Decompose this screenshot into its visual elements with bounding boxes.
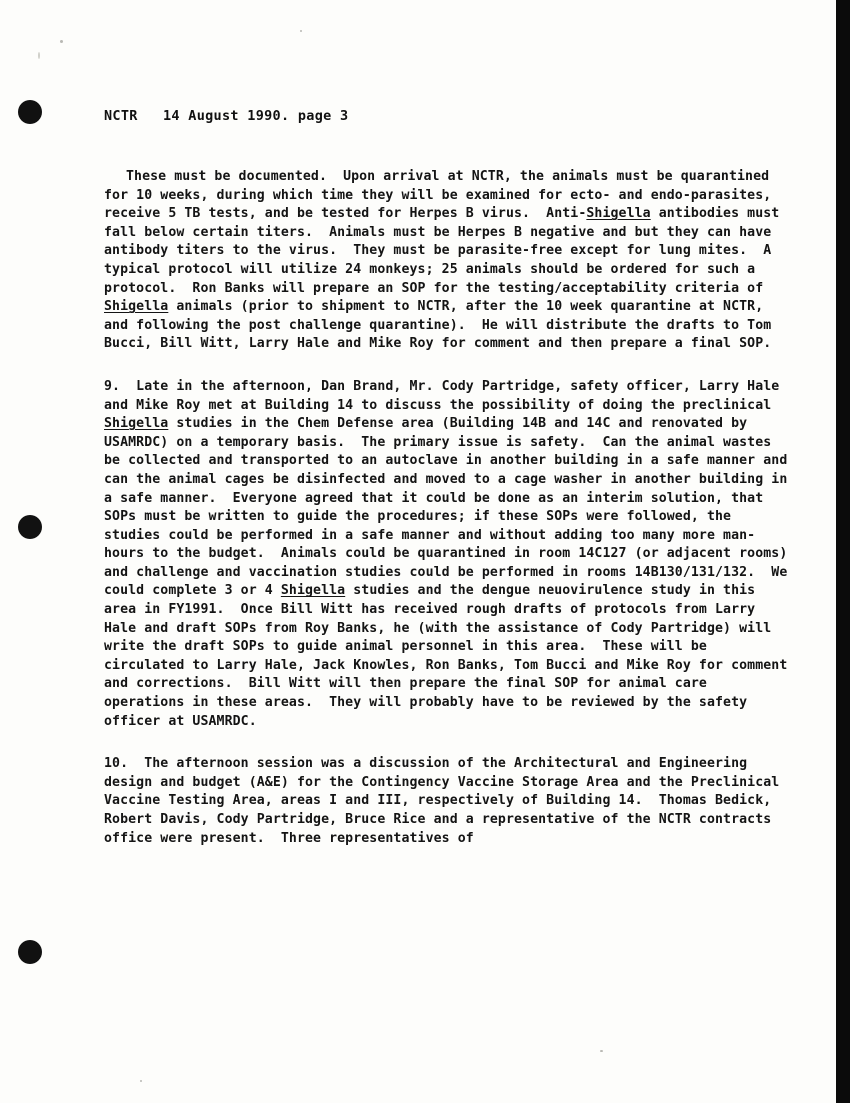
scan-speckle bbox=[140, 1080, 142, 1082]
scan-speckle bbox=[600, 1050, 603, 1052]
document-body bbox=[104, 108, 794, 872]
scan-speckle bbox=[60, 40, 63, 43]
underlined-term: Shigella bbox=[104, 416, 169, 432]
underlined-term: Shigella bbox=[586, 206, 651, 222]
paragraph-9: 9. Late in the afternoon, Dan Brand, Mr. Cody Partridge, safety officer, Larry Hale and Mike Roy met at Building 14 to discuss the possibility of doing the preclinical Shigella studies in the Chem Defense area (Building 14B and 14C and renovated by USAMRDC) on a temporary basis. The primary issue is safety. Can the animal wastes be collected and transported to an autoclave in another building in a safe manner and can the animal cages be disinfected and moved to a cage washer in another building in a safe manner. Everyone agreed that it could be done as an interim solution, that SOPs must be written to guide the procedures; if these SOPs were followed, the studies could be performed in a safe manner and without adding too many more man-hours to the budget. Animals could be quarantined in room 14C127 (or adjacent rooms) and challenge and vaccination studies could be performed in rooms 14B130/131/132. We could complete 3 or 4 Shigella studies and the dengue neuovirulence study in this area in FY1991. Once Bill Witt has received rough drafts of protocols from Larry Hale and draft SOPs from Roy Banks, he (with the assistance of Cody Partridge) will write the draft SOPs to guide animal personnel in this area. These will be circulated to Larry Hale, Jack Knowles, Ron Banks, Tom Bucci and Mike Roy for comment and corrections. Bill Witt will then prepare the final SOP for animal care operations in these areas. They will probably have to be reviewed by the safety officer at USAMRDC. bbox=[104, 378, 796, 729]
scan-edge-right bbox=[836, 0, 850, 1103]
paragraph-list bbox=[104, 168, 794, 848]
binder-punch-hole bbox=[18, 515, 42, 539]
binder-punch-hole bbox=[18, 100, 42, 124]
paragraph-continued-animal-quarantine: These must be documented. Upon arrival at NCTR, the animals must be quarantined for 10 weeks, during which time they will be examined for ecto- and endo-parasites, receive 5 TB tests, and be tested for Herpes B virus. Anti-Shigella antibodies must fall below certain titers. Animals must be Herpes B negative and but they can have antibody titers to the virus. They must be parasite-free except for lung mites. A typical protocol will utilize 24 monkeys; 25 animals should be ordered for such a protocol. Ron Banks will prepare an SOP for the testing/acceptability criteria of Shigella animals (prior to shipment to NCTR, after the 10 week quarantine at NCTR, and following the post challenge quarantine). He will distribute the drafts to Tom Bucci, Bill Witt, Larry Hale and Mike Roy for comment and then prepare a final SOP. bbox=[104, 169, 788, 352]
underlined-term: Shigella bbox=[104, 299, 169, 315]
binder-punch-hole bbox=[18, 940, 42, 964]
underlined-term: Shigella bbox=[280, 583, 346, 599]
page-header: NCTR 14 August 1990. page 3 bbox=[104, 108, 349, 124]
paragraph-10: 10. The afternoon session was a discussion of the Architectural and Engineering design and budget (A&E) for the Contingency Vaccine Storage Area and the Preclinical Vaccine Testing Area, areas I and III, respectively of Building 14. Thomas Bedick, Robert Davis, Cody Partridge, Bruce Rice and a representative of the NCTR contracts office were present. Three representatives of bbox=[104, 756, 788, 846]
scan-speckle bbox=[300, 30, 302, 32]
scan-speckle bbox=[38, 52, 40, 59]
